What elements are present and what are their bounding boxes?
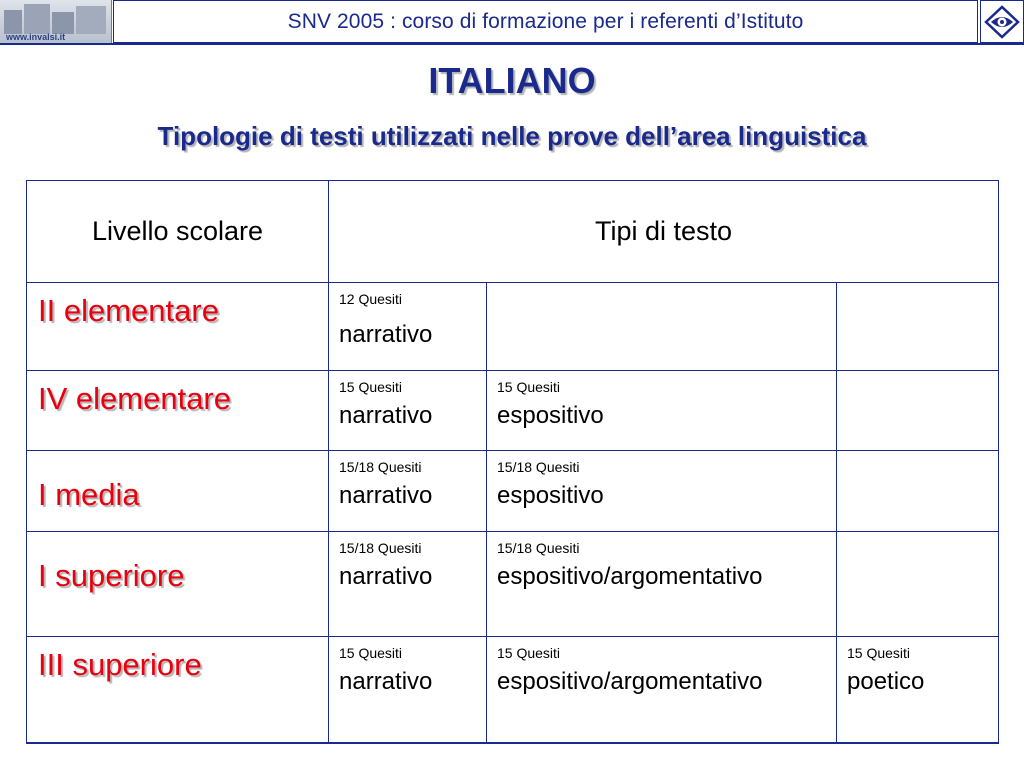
text-type: espositivo	[497, 402, 604, 429]
level-cell	[27, 637, 329, 743]
text-type: narrativo	[339, 563, 433, 590]
type-cell	[837, 371, 999, 451]
type-cell	[487, 637, 837, 743]
type-cell	[329, 451, 487, 532]
type-cell	[837, 637, 999, 743]
type-cell	[837, 283, 999, 371]
header-bar	[113, 0, 978, 43]
text-type: poetico	[847, 668, 925, 695]
level-label: II elementare	[38, 293, 219, 328]
level-cell	[27, 451, 329, 532]
header-divider	[0, 43, 1024, 45]
level-cell	[27, 532, 329, 637]
quesiti-count: 12 Quesiti	[339, 291, 403, 307]
quesiti-count: 15 Quesiti	[497, 645, 561, 661]
text-type: espositivo	[497, 482, 604, 509]
level-label: I superiore	[38, 558, 185, 593]
quesiti-count: 15/18 Quesiti	[497, 459, 580, 475]
quesiti-count: 15 Quesiti	[339, 645, 403, 661]
text-type: espositivo/argomentativo	[497, 668, 763, 695]
type-cell	[329, 637, 487, 743]
text-type: narrativo	[339, 668, 433, 695]
slide-subtitle: Tipologie di testi utilizzati nelle prove dell’area linguistica	[157, 121, 867, 151]
text-type: narrativo	[339, 321, 433, 348]
type-cell	[487, 371, 837, 451]
quesiti-count: 15 Quesiti	[497, 379, 561, 395]
table-row	[27, 283, 999, 371]
level-label: III superiore	[38, 647, 202, 682]
level-cell	[27, 371, 329, 451]
quesiti-count: 15 Quesiti	[339, 379, 403, 395]
table-header-row	[27, 181, 999, 283]
table-row	[27, 371, 999, 451]
text-type: narrativo	[339, 402, 433, 429]
table-row	[27, 637, 999, 743]
type-cell	[837, 451, 999, 532]
table-row	[27, 532, 999, 637]
table-row	[27, 451, 999, 532]
text-type: narrativo	[339, 482, 433, 509]
quesiti-count: 15/18 Quesiti	[339, 459, 422, 475]
type-cell	[487, 451, 837, 532]
header-level-label: Livello scolare	[91, 216, 264, 246]
type-cell	[487, 283, 837, 371]
level-cell	[27, 283, 329, 371]
type-cell	[329, 283, 487, 371]
quesiti-count: 15 Quesiti	[847, 645, 911, 661]
header-cell-level	[27, 181, 329, 283]
website-url: www.invalsi.it	[6, 32, 66, 42]
slide-title: ITALIANO	[428, 60, 596, 101]
type-cell	[329, 371, 487, 451]
header-title: SNV 2005 : corso di formazione per i referenti d’Istituto	[287, 9, 804, 33]
quesiti-count: 15/18 Quesiti	[339, 540, 422, 556]
header-cell-types	[329, 181, 999, 283]
invalsi-eye-icon	[980, 0, 1024, 43]
quesiti-count: 15/18 Quesiti	[497, 540, 580, 556]
level-label: I media	[38, 477, 140, 512]
level-label: IV elementare	[38, 381, 231, 416]
text-types-table	[26, 180, 999, 744]
header-types-label: Tipi di testo	[594, 216, 733, 246]
type-cell	[487, 532, 837, 637]
text-type: espositivo/argomentativo	[497, 563, 763, 590]
type-cell	[329, 532, 487, 637]
invalsi-building-logo	[0, 0, 112, 43]
type-cell	[837, 532, 999, 637]
